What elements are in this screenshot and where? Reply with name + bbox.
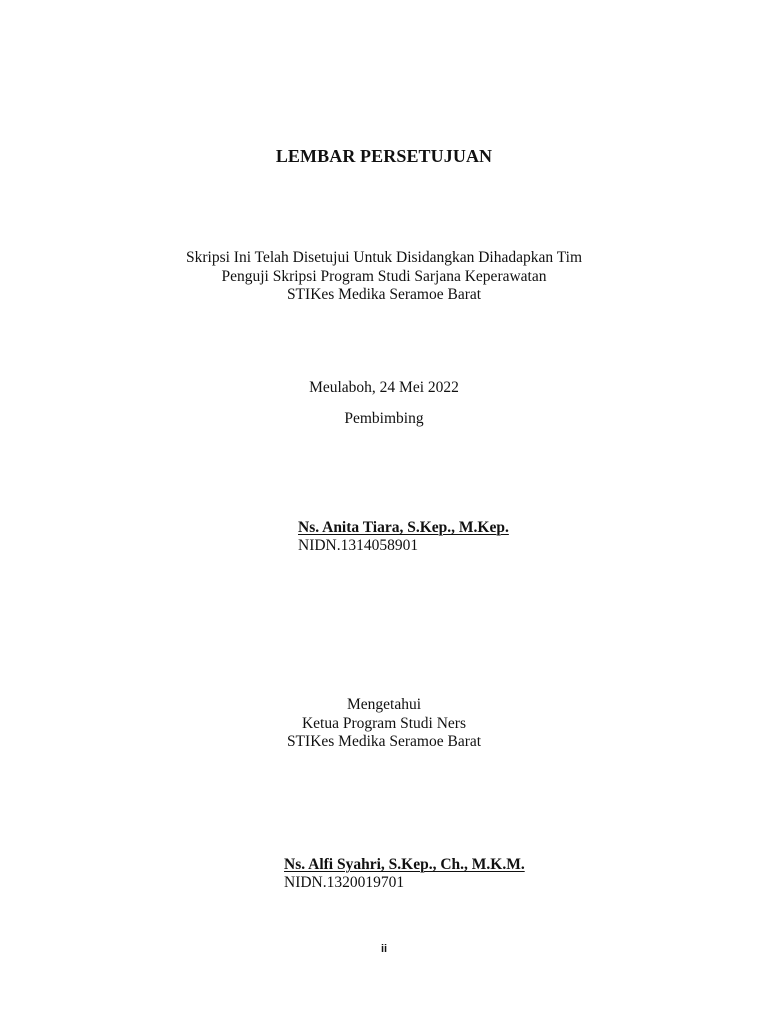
approval-statement [0,249,768,305]
page-number: ii [380,943,388,955]
acknowledgement-line: Mengetahui [346,696,422,713]
statement-line: Penguji Skripsi Program Studi Sarjana Keperawatan [221,267,547,285]
advisor-id: NIDN.1314058901 [298,537,419,554]
advisor-role-label: Pembimbing [344,410,424,427]
page-title: LEMBAR PERSETUJUAN [275,146,493,166]
advisor-name: Ns. Anita Tiara, S.Kep., M.Kep. [298,519,509,536]
statement-line: STIKes Medika Seramoe Barat [286,286,482,303]
head-of-program-id: NIDN.1320019701 [284,874,405,891]
acknowledgement-line: STIKes Medika Seramoe Barat [286,733,482,750]
acknowledgement-line: Ketua Program Studi Ners [301,714,466,732]
head-of-program-name: Ns. Alfi Syahri, S.Kep., Ch., M.K.M. [284,856,525,873]
acknowledgement-block [0,696,768,752]
place-and-date: Meulaboh, 24 Mei 2022 [309,379,459,396]
statement-line: Skripsi Ini Telah Disetujui Untuk Disidangkan Dihadapkan Tim [185,249,582,266]
head-of-program-signature-block [284,856,525,892]
advisor-signature-block [298,519,509,555]
